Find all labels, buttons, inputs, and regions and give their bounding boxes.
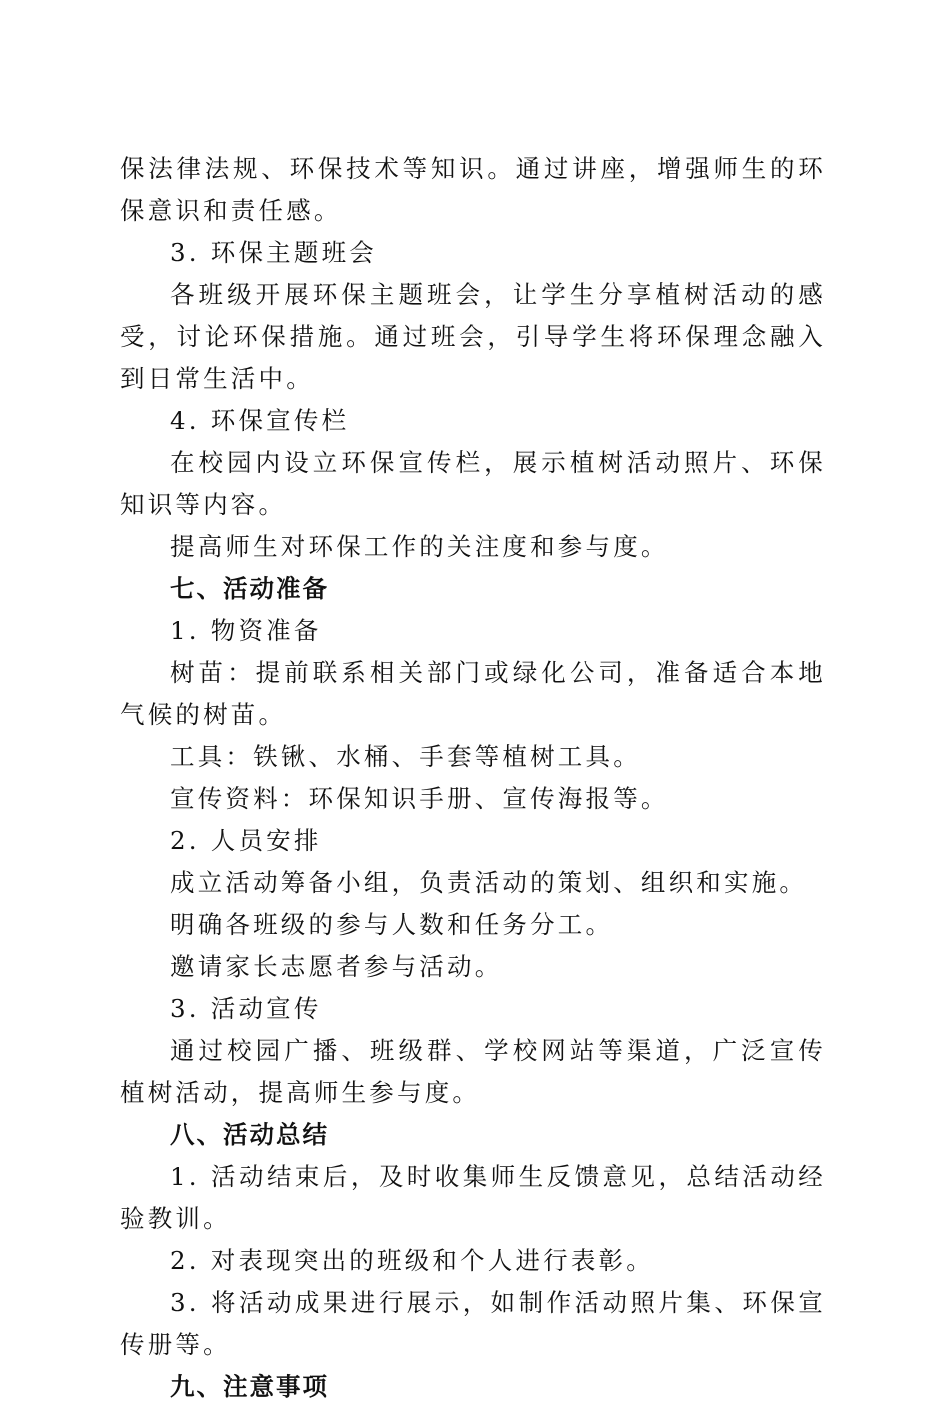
- paragraph-continuation: 保法律法规、环保技术等知识。通过讲座，增强师生的环保意识和责任感。: [120, 154, 826, 225]
- paragraph-commendation: 2. 对表现突出的班级和个人进行表彰。: [170, 1246, 654, 1275]
- subheading-materials: 1. 物资准备: [170, 616, 322, 645]
- subheading-publicity: 3. 活动宣传: [170, 994, 322, 1023]
- section-heading-notes: 九、注意事项: [170, 1372, 329, 1401]
- subheading-theme-class-meeting: 3. 环保主题班会: [170, 238, 377, 267]
- paragraph-publicity: 通过校园广播、班级群、学校网站等渠道，广泛宣传植树活动，提高师生参与度。: [120, 1036, 826, 1107]
- paragraph-saplings: 树苗：提前联系相关部门或绿化公司，准备适合本地气候的树苗。: [120, 658, 826, 729]
- paragraph-showcase: 3. 将活动成果进行展示，如制作活动照片集、环保宣传册等。: [120, 1288, 826, 1359]
- section-heading-summary: 八、活动总结: [170, 1120, 329, 1149]
- paragraph-class-tasks: 明确各班级的参与人数和任务分工。: [170, 910, 614, 939]
- section-heading-preparation: 七、活动准备: [170, 574, 329, 603]
- paragraph-bulletin-board: 在校园内设立环保宣传栏，展示植树活动照片、环保知识等内容。: [120, 448, 826, 519]
- subheading-staffing: 2. 人员安排: [170, 826, 322, 855]
- paragraph-participation: 提高师生对环保工作的关注度和参与度。: [170, 532, 669, 561]
- paragraph-class-meeting: 各班级开展环保主题班会，让学生分享植树活动的感受，讨论环保措施。通过班会，引导学生将环保理念融入到日常生活中。: [120, 280, 826, 393]
- paragraph-feedback: 1. 活动结束后，及时收集师生反馈意见，总结活动经验教训。: [120, 1162, 826, 1233]
- subheading-bulletin-board: 4. 环保宣传栏: [170, 406, 350, 435]
- document-body: [120, 148, 826, 1408]
- paragraph-parent-volunteers: 邀请家长志愿者参与活动。: [170, 952, 503, 981]
- paragraph-promo-materials: 宣传资料：环保知识手册、宣传海报等。: [170, 784, 669, 813]
- paragraph-planning-group: 成立活动筹备小组，负责活动的策划、组织和实施。: [170, 868, 808, 897]
- paragraph-tools: 工具：铁锹、水桶、手套等植树工具。: [170, 742, 641, 771]
